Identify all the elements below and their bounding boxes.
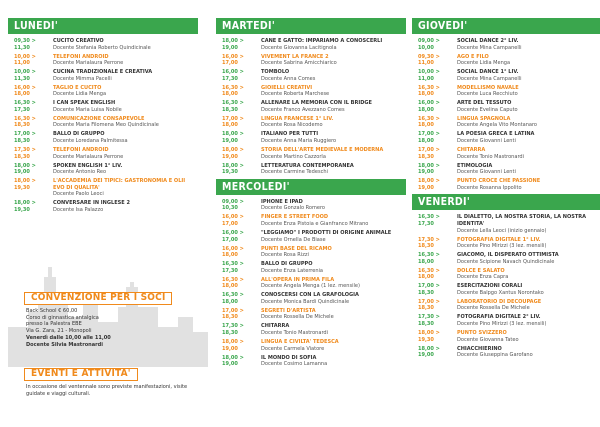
course-title: CUCINA TRADIZIONALE E CREATIVA: [53, 69, 153, 76]
course-title: BALLO DI GRUPPO: [53, 131, 105, 138]
course-time: 16,30 > 18,00: [418, 267, 440, 281]
course-title: SEGRETI D'ARTISTA: [261, 307, 316, 314]
course-teacher: Docente Gonzalo Romero: [261, 205, 325, 212]
course-info: [53, 54, 198, 67]
course-time: 17,30 > 18,30: [418, 236, 440, 250]
schedule-row: [216, 85, 406, 98]
course-info: [261, 277, 406, 290]
schedule-row: [216, 246, 406, 259]
course-title: TELEFONI ANDROID: [53, 53, 109, 60]
course-teacher: Docente Maria Luisa Nobile: [53, 106, 122, 113]
course-time: 16,30 > 17,30: [14, 100, 36, 113]
schedule-row: [412, 131, 600, 144]
course-title: CANE E GATTO: IMPARIAMO A CONOSCERLI: [261, 38, 383, 44]
course-teacher: Docente Maria Filomena Meo Quindicinale: [53, 122, 159, 129]
course-title: COMUNICAZIONE CONSAPEVOLE: [53, 115, 145, 122]
course-info: [261, 323, 406, 336]
course-teacher: Docente Stefania Roberto Quindicinale: [53, 44, 151, 51]
course-time: 18,00 > 19,00: [222, 147, 244, 160]
course-teacher: Docente Pino Mirizzi (3 lez. mensili): [457, 321, 547, 328]
course-time: 16,00 > 18,00: [14, 84, 36, 98]
course-title: PUNTI BASE DEL RICAMO: [261, 245, 332, 252]
course-time: 17,00 > 18,30: [14, 131, 36, 145]
course-info: [457, 252, 600, 265]
course-teacher: Docente Rosanna Ippolito: [457, 184, 522, 191]
course-info: [261, 214, 406, 227]
course-teacher: Docente Isa Palazzo: [53, 206, 104, 213]
course-title: GIACOMO, IL DISPERATO OTTIMISTA: [457, 252, 559, 259]
course-title: SOCIAL DANCE 1° LIV.: [457, 69, 519, 76]
course-info: [457, 346, 600, 359]
schedule-row: [216, 100, 406, 113]
schedule-row: [8, 163, 198, 176]
course-info: [53, 200, 198, 213]
course-teacher: Docente Ornella De Biase: [261, 236, 326, 243]
schedule-row: [216, 355, 406, 368]
course-info: [53, 178, 198, 198]
schedule-row: [216, 292, 406, 305]
course-teacher: Docente Sabrina Amicchiarico: [261, 60, 337, 67]
course-teacher: Docente Rosa Nicodemo: [261, 122, 323, 129]
course-title: LINGUA SPAGNOLA: [457, 115, 511, 122]
course-title: PUNTO CROCE CHE PASSIONE: [457, 178, 541, 185]
course-title: ALLENARE LA MEMORIA CON IL BRIDGE: [261, 100, 372, 107]
course-teacher: Docente Giuseppina Garofano: [457, 352, 533, 359]
schedule-list-thursday: [412, 38, 600, 191]
course-teacher: Docente Cosimo Lamanna: [261, 361, 328, 368]
course-teacher: Docente Monica Bardi Quindicinale: [261, 298, 350, 305]
schedule-row: [412, 299, 600, 312]
course-time: 09,00 > 10,30: [222, 198, 244, 212]
course-time: 18,00 > 19,00: [418, 345, 440, 359]
course-teacher: Docente Rossella De Michele: [261, 314, 334, 321]
course-info: [261, 230, 406, 243]
course-title: PUNTO SVIZZERO: [457, 330, 507, 337]
course-teacher: Docente Balpgo Xantus Norontako: [457, 289, 544, 296]
course-title: GIOIELLI CREATIVI: [261, 84, 313, 91]
schedule-row: [412, 283, 600, 296]
day-header-monday: LUNEDI': [8, 18, 198, 34]
course-info: [261, 131, 406, 144]
course-title: SOCIAL DANCE 2° LIV.: [457, 38, 519, 44]
course-title: LA POESIA GRECA E LATINA: [457, 131, 535, 138]
course-title: DOLCE E SALATO: [457, 267, 505, 274]
course-title: CHIACCHIERINO: [457, 345, 502, 352]
course-time: 17,30 > 18,30: [222, 323, 244, 337]
schedule-row: [216, 199, 406, 212]
course-info: [261, 69, 406, 82]
schedule-row: [216, 261, 406, 274]
course-teacher: Docente Luca Recchiuto: [457, 91, 518, 98]
schedule-row: [8, 54, 198, 67]
course-title: TOMBOLO: [261, 69, 290, 76]
course-teacher: Docente Scipione Navach Quindicinale: [457, 258, 555, 265]
course-time: 17,00 > 18,30: [418, 283, 440, 296]
schedule-row: [8, 69, 198, 82]
schedule-row: [412, 237, 600, 250]
course-time: 17,00 > 18,00: [222, 115, 244, 129]
course-info: [261, 54, 406, 67]
course-time: 16,30 > 18,00: [418, 115, 440, 129]
course-time: 16,30 > 18,30: [14, 115, 36, 129]
schedule-row: [412, 178, 600, 191]
course-info: [261, 246, 406, 259]
schedule-row: [8, 100, 198, 113]
course-title: ARTE DEL TESSUTO: [457, 100, 512, 107]
course-title: CUCITO CREATIVO: [53, 38, 104, 44]
day-header-thursday: GIOVEDI': [412, 18, 600, 34]
course-title: ESERCITAZIONI CORALI: [457, 283, 523, 290]
course-time: 17,00 > 18,30: [418, 147, 440, 160]
course-title: L'ACCADEMIA DEI TIPICI: GASTRONOMIA E OLII EVO DI QUALITA': [53, 178, 186, 191]
course-teacher: Docente Giovanna Tateo: [457, 336, 519, 343]
course-title: LETTERATURA CONTEMPORANEA: [261, 162, 354, 169]
course-teacher: Docente Enza Capra: [457, 274, 509, 281]
course-teacher: Docente Anna Comes: [261, 75, 316, 82]
course-info: [53, 147, 198, 160]
day-header-friday: VENERDI': [412, 194, 600, 210]
course-teacher: Docente Anna Maria Ruggiero: [261, 138, 337, 145]
convenzione-line: Venerdì dalle 10,00 alle 11,00: [26, 334, 111, 341]
schedule-row: [216, 277, 406, 290]
course-info: [457, 330, 600, 343]
column-monday: [8, 0, 198, 216]
course-teacher: Docente Rosa Rizzi: [261, 252, 309, 259]
course-info: [261, 339, 406, 352]
schedule-row: [412, 100, 600, 113]
course-time: 18,00 > 19,00: [222, 131, 244, 145]
course-time: 18,00 > 19,00: [222, 354, 244, 368]
course-teacher: Docente Mina Campanelli: [457, 44, 522, 51]
course-time: 18,00 > 19,30: [418, 330, 440, 343]
course-info: [457, 283, 600, 296]
schedule-row: [412, 69, 600, 82]
schedule-row: [412, 268, 600, 281]
course-teacher: Docente Roberta Marchese: [261, 91, 330, 98]
course-teacher: Docente Lidia Menga: [457, 60, 511, 67]
course-info: [457, 237, 600, 250]
course-teacher: Docente Pino Mirizzi (3 lez. mensili): [457, 243, 547, 250]
column-thursday-friday: [412, 0, 600, 361]
course-teacher: Docente Paolo Leoci: [53, 191, 104, 198]
course-teacher: Docente Marialaura Perrone: [53, 153, 124, 160]
course-title: I CAN SPEAK ENGLISH: [53, 100, 116, 107]
course-title: ETIMOLOGIA: [457, 162, 493, 169]
course-time: 10,00 > 11,30: [14, 69, 36, 82]
schedule-row: [412, 252, 600, 265]
course-title: LABORATORIO DI DECOUPAGE: [457, 298, 542, 305]
course-teacher: Docente Carmela Viatore: [261, 345, 325, 352]
course-info: [457, 69, 600, 82]
course-info: [261, 163, 406, 176]
schedule-row: [412, 147, 600, 160]
course-title: ITALIANO PER TUTTI: [261, 131, 319, 138]
day-header-wednesday: MERCOLEDI': [216, 179, 406, 195]
course-info: [457, 131, 600, 144]
course-teacher: Docente Enza Pistoia e Gianfranco Mitrano: [261, 220, 369, 227]
schedule-row: [8, 147, 198, 160]
course-title: ALL'OPERA IN PRIMA FILA: [261, 276, 335, 283]
convenzione-line: presso la Palestra EBE: [26, 321, 82, 328]
course-info: [53, 85, 198, 98]
course-time: 18,00 > 19,30: [14, 200, 36, 213]
course-title: IL MONDO DI SOFIA: [261, 354, 317, 361]
course-info: [457, 163, 600, 176]
course-info: [457, 314, 600, 327]
course-title: STORIA DELL'ARTE MEDIEVALE E MODERNA: [261, 147, 384, 154]
course-time: 17,00 > 18,00: [418, 131, 440, 145]
schedule-row: [216, 230, 406, 243]
course-teacher: Docente Mimma Pacelli: [53, 75, 112, 82]
schedule-row: [216, 308, 406, 321]
course-info: [261, 147, 406, 160]
schedule-row: [412, 214, 600, 234]
course-title: "LEGGIAMO" I PRODOTTI DI ORIGINE ANIMALE: [261, 229, 392, 236]
eventi-header: EVENTI E ATTIVITA': [24, 368, 138, 381]
course-info: [457, 54, 600, 67]
schedule-row: [8, 116, 198, 129]
course-time: 18,00 > 19,00: [222, 38, 244, 51]
course-time: 16,30 > 18,00: [222, 292, 244, 305]
course-time: 09,30 > 11,00: [418, 53, 440, 67]
course-title: FOTOGRAFIA DIGITALE 2° LIV.: [457, 314, 541, 321]
schedule-list-friday: [412, 214, 600, 358]
course-info: [261, 308, 406, 321]
course-info: [53, 38, 198, 51]
course-time: 16,30 > 17,30: [418, 214, 440, 227]
course-info: [261, 261, 406, 274]
course-time: 17,30 > 18,30: [418, 314, 440, 328]
course-title: VIVEMENT LA FRANCE 2: [261, 53, 329, 60]
course-title: BALLO DI GRUPPO: [261, 261, 313, 268]
course-title: FOTOGRAFIA DIGITALE 1° LIV.: [457, 236, 541, 243]
course-info: [53, 116, 198, 129]
schedule-row: [412, 116, 600, 129]
course-title: CONOSCERSI CON LA GRAFOLOGIA: [261, 292, 359, 299]
schedule-row: [216, 323, 406, 336]
schedule-row: [412, 54, 600, 67]
course-info: [261, 199, 406, 212]
schedule-row: [216, 38, 406, 51]
convenzione-header: CONVENZIONE PER I SOCI: [24, 292, 172, 305]
schedule-row: [216, 54, 406, 67]
schedule-list-monday: [8, 38, 198, 214]
convenzione-box: [24, 292, 194, 349]
course-title: AGO E FILO: [457, 53, 489, 60]
course-title: FINGER E STREET FOOD: [261, 214, 329, 221]
course-teacher: Docente Lella Leoci (inizio gennaio): [457, 227, 547, 234]
course-info: [261, 292, 406, 305]
course-time: 16,00 > 18,00: [418, 100, 440, 113]
schedule-row: [216, 69, 406, 82]
course-info: [53, 163, 198, 176]
course-time: 16,30 > 17,30: [222, 261, 244, 274]
course-time: 18,00 > 19,00: [418, 178, 440, 191]
course-teacher: Docente Tonio Mastronardi: [261, 330, 329, 337]
course-title: TELEFONI ANDROID: [53, 147, 109, 154]
schedule-row: [216, 147, 406, 160]
course-time: 16,00 > 18,00: [222, 245, 244, 259]
course-time: 16,00 > 17,00: [222, 229, 244, 243]
schedule-list-tuesday: [216, 38, 406, 176]
course-teacher: Docente Evelina Caputo: [457, 106, 518, 113]
course-info: [457, 214, 600, 234]
course-teacher: Docente Franco Avezzano Comes: [261, 106, 345, 113]
course-time: 16,30 > 18,30: [222, 100, 244, 113]
course-time: 16,30 > 18,00: [222, 84, 244, 98]
course-time: 16,30 > 18,00: [418, 84, 440, 98]
course-info: [261, 100, 406, 113]
schedule-row: [412, 38, 600, 51]
course-time: 16,30 > 18,00: [222, 276, 244, 290]
schedule-row: [412, 330, 600, 343]
course-title: IPHONE E IPAD: [261, 198, 303, 205]
course-teacher: Docente Loredana Palmitessa: [53, 138, 128, 145]
schedule-row: [412, 85, 600, 98]
course-title: TAGLIO E CUCITO: [53, 84, 102, 91]
schedule-list-wednesday: [216, 199, 406, 368]
course-info: [261, 85, 406, 98]
course-time: 17,00 > 18,30: [418, 298, 440, 312]
course-teacher: Docente Martino Cazzorla: [261, 153, 326, 160]
course-title: CHITARRA: [261, 323, 290, 330]
schedule-row: [412, 346, 600, 359]
course-time: 16,00 > 17,30: [222, 69, 244, 82]
column-tuesday-wednesday: [216, 0, 406, 370]
course-time: 18,00 > 19,00: [222, 339, 244, 352]
course-teacher: Docente Angela Menga (1 lez. mensile): [261, 283, 360, 290]
schedule-row: [8, 38, 198, 51]
course-teacher: Docente Angela Vito Montanaro: [457, 122, 538, 129]
course-info: [457, 178, 600, 191]
course-info: [261, 355, 406, 368]
schedule-row: [216, 116, 406, 129]
course-time: 17,30 > 18,30: [14, 147, 36, 160]
course-time: 18,00 > 19,00: [418, 162, 440, 176]
course-info: [457, 147, 600, 160]
schedule-row: [8, 200, 198, 213]
course-time: 09,00 > 10,00: [418, 38, 440, 51]
course-teacher: Docente Enza Laterrenia: [261, 267, 324, 274]
convenzione-line: Back School € 60,00: [26, 307, 78, 314]
course-teacher: Docente Rossella De Michele: [457, 305, 530, 312]
schedule-row: [216, 214, 406, 227]
convenzione-line: Corso di ginnastica antalgica: [26, 314, 99, 321]
course-teacher: Docente Carmine Tedeschi: [261, 169, 328, 176]
course-teacher: Docente Giovanni Lenti: [457, 169, 516, 176]
course-time: 18,00 > 19,30: [14, 178, 36, 191]
course-title: IL DIALETTO, LA NOSTRA STORIA, LA NOSTRA IDENTITA': [457, 214, 587, 227]
course-teacher: Docente Marialaura Perrone: [53, 60, 124, 67]
course-time: 16,30 > 18,00: [418, 252, 440, 265]
course-time: 17,00 > 18,30: [222, 307, 244, 321]
schedule-row: [216, 131, 406, 144]
schedule-row: [216, 339, 406, 352]
course-teacher: Docente Tonio Mastronardi: [457, 153, 525, 160]
course-info: [261, 116, 406, 129]
course-time: 18,00 > 19,30: [222, 162, 244, 176]
course-teacher: Docente Antonio Reo: [53, 169, 107, 176]
course-teacher: Docente Lidia Menga: [53, 91, 107, 98]
course-info: [261, 38, 406, 51]
course-title: SPOKEN ENGLISH 1° LIV.: [53, 162, 123, 169]
convenzione-line: Docente Silvia Mastronardi: [26, 341, 103, 348]
course-time: 16,00 > 17,00: [222, 214, 244, 227]
course-teacher: Docente Giovanna Lacitignola: [261, 44, 337, 51]
course-info: [457, 299, 600, 312]
course-info: [457, 116, 600, 129]
course-time: 09,30 > 11,30: [14, 38, 36, 51]
course-info: [53, 69, 198, 82]
course-time: 18,00 > 19,00: [14, 162, 36, 176]
course-time: 10,00 > 11,00: [418, 69, 440, 82]
course-info: [457, 100, 600, 113]
course-title: CONVERSARE IN INGLESE 2: [53, 200, 130, 207]
course-title: LINGUA FRANCESE 1° LIV.: [261, 115, 334, 122]
day-header-tuesday: MARTEDI': [216, 18, 406, 34]
course-title: CHITARRA: [457, 147, 486, 154]
schedule-row: [412, 163, 600, 176]
course-info: [53, 131, 198, 144]
course-title: LINGUA E CIVILTA' TEDESCA: [261, 339, 339, 346]
convenzione-text: [24, 308, 194, 349]
schedule-row: [216, 163, 406, 176]
course-teacher: Docente Mina Campanelli: [457, 75, 522, 82]
eventi-box: [24, 368, 194, 397]
course-time: 16,00 > 17,00: [222, 53, 244, 67]
eventi-text: In occasione del ventennale sono previste manifestazioni, visite guidate e viaggi culturali.: [26, 383, 188, 397]
course-time: 10,00 > 11,00: [14, 53, 36, 67]
course-info: [457, 85, 600, 98]
schedule-row: [412, 314, 600, 327]
course-info: [457, 38, 600, 51]
course-info: [457, 268, 600, 281]
course-teacher: Docente Giovanni Lenti: [457, 138, 516, 145]
schedule-row: [8, 131, 198, 144]
schedule-row: [8, 178, 198, 198]
convenzione-line: Via G. Zara, 21 - Monopoli: [26, 328, 92, 335]
course-title: MODELLISMO NAVALE: [457, 84, 519, 91]
schedule-row: [8, 85, 198, 98]
course-info: [53, 100, 198, 113]
